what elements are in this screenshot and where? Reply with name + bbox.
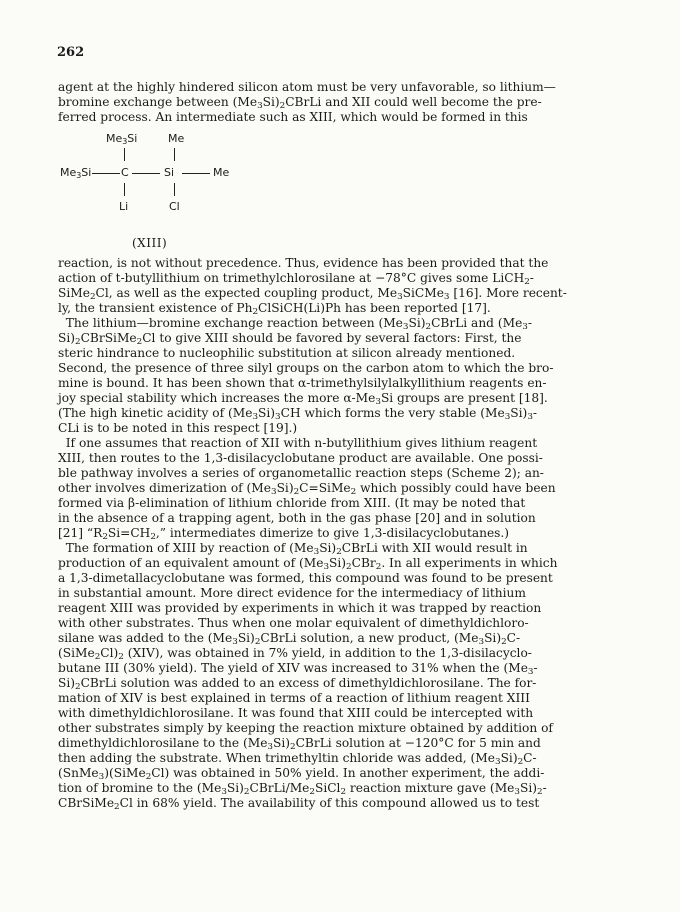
bond-right	[182, 173, 210, 174]
text-line: CBrSiMe$_2$Cl in 68% yield. The availability of this compound allowed us to test	[58, 796, 540, 813]
text-line: then adding the substrate. When trimethyltin chloride was added, $(Me_3Si)_2C-$	[58, 751, 537, 768]
text-line: ly, the transient existence of $Ph_2ClSiCH(Li)Ph$ has been reported [17].	[58, 301, 491, 318]
text-line: with dimethyldichlorosilane. It was found that XIII could be intercepted with	[58, 706, 534, 720]
text-line: (SnMe$_3$)(SiMe$_2$Cl) was obtained in 50% yield. In another experiment, the addi-	[58, 766, 545, 783]
text-line: formed via β-elimination of lithium chloride from XIII. (It may be noted that	[58, 496, 526, 510]
atom-me3si-top: $Me_3Si$	[106, 132, 138, 146]
text-line: $Si)_2CBrLi$ solution was added to an excess of dimethyldichlorosilane. The for-	[58, 676, 537, 693]
text-line: other substrates simply by keeping the reaction mixture obtained by addition of	[58, 721, 553, 735]
bond-c-bottom	[124, 183, 125, 196]
atom-me3si-left: $Me_3Si$	[60, 166, 92, 180]
text-line: $Si)_2CBrSiMe_2Cl$ to give XIII should be favored by several factors: First, the	[58, 331, 522, 348]
bond-c-top	[124, 148, 125, 161]
text-line: reaction, is not without precedence. Thus, evidence has been provided that the	[58, 256, 549, 270]
atom-c-center: C	[121, 166, 129, 179]
text-line: mation of XIV is best explained in terms of a reaction of lithium reagent XIII	[58, 691, 530, 705]
bond-si-bottom	[174, 183, 175, 196]
text-line: ble pathway involves a series of organometallic reaction steps (Scheme 2); an-	[58, 466, 544, 480]
atom-me-top: Me	[168, 132, 185, 145]
atom-si-center: Si	[164, 166, 175, 179]
text-line: steric hindrance to nucleophilic substitution at silicon already mentioned.	[58, 346, 516, 360]
text-line: mine is bound. It has been shown that α-trimethylsilylalkyllithium reagents en-	[58, 376, 547, 390]
text-line: [21] “$R_2Si=CH_2$,” intermediates dimerize to give 1,3-disilacyclobutanes.)	[58, 526, 510, 543]
page-number: 262	[57, 45, 85, 60]
text-line: joy special stability which increases the more $\alpha-Me_3Si$ groups are present [18].	[58, 391, 548, 408]
text-line: tion of bromine to the $(Me_3Si)_2CBrLi/Me_2SiCl_2$ reaction mixture gave $(Me_3Si)_2-$	[58, 781, 547, 798]
text-line: other involves dimerization of $(Me_3Si)_2C=SiMe_2$ which possibly could have been	[58, 481, 556, 498]
text-line: CLi is to be noted in this respect [19].)	[58, 421, 298, 435]
text-line: dimethyldichlorosilane to the $(Me_3Si)_2CBrLi$ solution at −120°C for 5 min and	[58, 736, 541, 753]
text-line: with other substrates. Thus when one molar equivalent of dimethyldichloro-	[58, 616, 529, 630]
atom-li-bottom: Li	[119, 200, 129, 213]
text-line: $(SiMe_2Cl)_2$ (XIV), was obtained in 7% yield, in addition to the 1,3-disilacyclo-	[58, 646, 532, 663]
paragraph-top	[58, 80, 618, 125]
text-line: silane was added to the $(Me_3Si)_2CBrLi$ solution, a new product, $(Me_3Si)_2C-$	[58, 631, 521, 648]
text-line: a 1,3-dimetallacyclobutane was formed, this compound was found to be present	[58, 571, 553, 585]
atom-cl-bottom: Cl	[169, 200, 180, 213]
paragraph-main	[58, 256, 618, 811]
atom-me-right: Me	[213, 166, 230, 179]
text-line: The formation of XIII by reaction of $(Me_3Si)_2CBrLi$ with XII would result in	[58, 541, 528, 558]
bond-left	[92, 173, 120, 174]
text-line: SiMe$_2$Cl, as well as the expected coupling product, $Me_3SiCMe_3$ [16]. More recent-	[58, 286, 567, 303]
text-line: action of t-butyllithium on trimethylchlorosilane at −78°C gives some LiCH$_2$-	[58, 271, 534, 288]
text-line: If one assumes that reaction of XII with n-butyllithium gives lithium reagent	[58, 436, 538, 450]
text-line: (The high kinetic acidity of $(Me_3Si)_3CH$ which forms the very stable $(Me_3Si)_3-$	[58, 406, 538, 423]
text-line: agent at the highly hindered silicon atom must be very unfavorable, so lithium—	[58, 80, 556, 94]
text-line: production of an equivalent amount of $(Me_3Si)_2CBr_2$. In all experiments in which	[58, 556, 558, 573]
text-line: ferred process. An intermediate such as XIII, which would be formed in this	[58, 110, 528, 124]
text-line: in the absence of a trapping agent, both in the gas phase [20] and in solution	[58, 511, 536, 525]
text-line: in substantial amount. More direct evidence for the intermediacy of lithium	[58, 586, 526, 600]
text-line: butane III (30% yield). The yield of XIV was increased to 31% when the ($Me_3-$	[58, 661, 538, 678]
text-line: reagent XIII was provided by experiments in which it was trapped by reaction	[58, 601, 542, 615]
text-line: The lithium—bromine exchange reaction between $(Me_3Si)_2CBrLi$ and ($Me_3-$	[58, 316, 532, 333]
text-line: Second, the presence of three silyl groups on the carbon atom to which the bro-	[58, 361, 554, 375]
structure-caption: (XIII)	[132, 236, 168, 250]
bond-si-top	[174, 148, 175, 161]
bond-c-si	[132, 173, 160, 174]
text-line: XIII, then routes to the 1,3-disilacyclobutane product are available. One possi-	[58, 451, 543, 465]
text-line: bromine exchange between $(Me_3Si)_2CBrLi$ and XII could well become the pre-	[58, 95, 542, 112]
